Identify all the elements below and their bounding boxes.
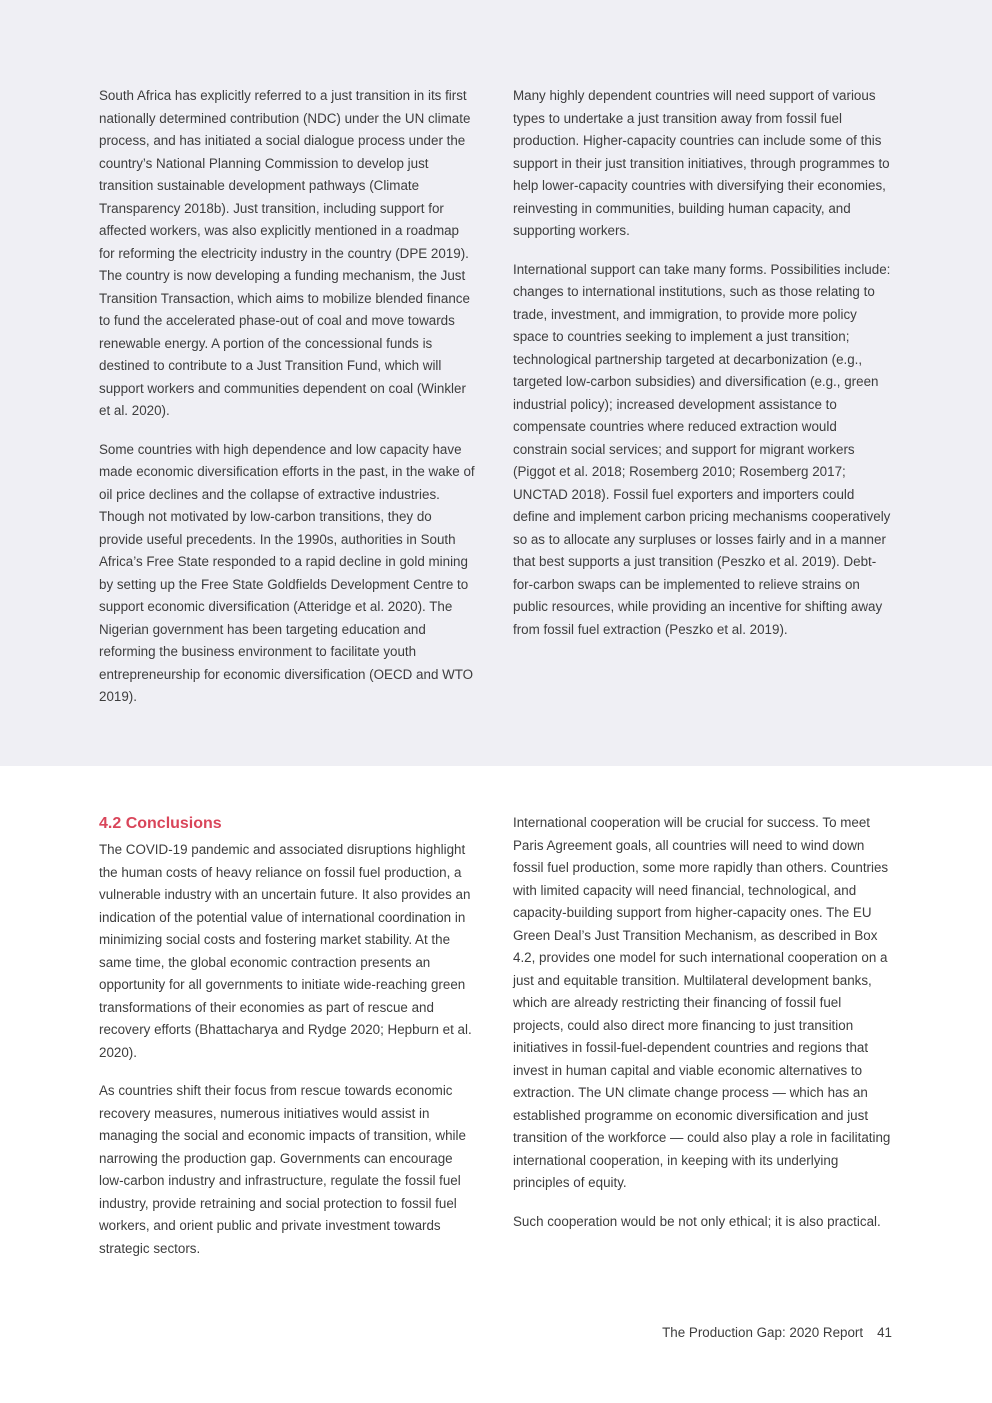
- paragraph-recovery-measures: As countries shift their focus from rescue towards economic recovery measures, numerous initiatives would assist in managing the social and economic impacts of transition, while narrowing the production gap. Governments can encourage low-carbon industry and infrastructure, regulate the fossil fuel industry, provide retraining and social protection to fossil fuel workers, and orient public and private investment towards strategic sectors.: [99, 1083, 466, 1256]
- paragraph-covid-costs: The COVID-19 pandemic and associated disruptions highlight the human costs of heavy reliance on fossil fuel production, a vulnerable industry with an uncertain future. It also provides an indication of the potential value of international coordination in minimizing social costs and fostering market stability. At the same time, the global economic contraction presents an opportunity for all governments to initiate wide-reaching green transformations of their economies as part of rescue and recovery efforts (Bhattacharya and Rydge 2020; Hepburn et al. 2020).: [99, 842, 472, 1060]
- conclusions-right-column: [513, 812, 891, 1249]
- footer-report-title: The Production Gap: 2020 Report: [662, 1325, 864, 1340]
- paragraph-cooperation-practical: Such cooperation would be not only ethical; it is also practical.: [513, 1213, 881, 1229]
- paragraph-international-cooperation: International cooperation will be crucial for success. To meet Paris Agreement goals, all countries will need to wind down fossil fuel production, some more rapidly than others. Countries with limited capacity will need financial, technological, and capacity-building support from higher-capacity ones. The EU Green Deal’s Just Transition Mechanism, as described in Box 4.2, provides one model for such international cooperation on a just and equitable transition. Multilateral development banks, which are already restricting their financing of fossil fuel projects, could also direct more financing to just transition initiatives in fossil-fuel-dependent countries and regions that invest in human capital and viable economic alternatives to extraction. The UN climate change process — which has an established programme on economic diversification and just transition of the workforce — could also play a role in facilitating international cooperation, in keeping with its underlying principles of equity.: [513, 815, 891, 1190]
- top-right-column: [513, 85, 891, 657]
- paragraph-support-needs: Many highly dependent countries will need support of various types to undertake a just transition away from fossil fuel production. Higher-capacity countries can include some of this support in their just transition initiatives, through programmes to help lower-capacity countries with diversifying their economies, reinvesting in communities, building human capacity, and supporting workers.: [513, 88, 890, 238]
- paragraph-south-africa: South Africa has explicitly referred to a just transition in its first nationally determined contribution (NDC) under the UN climate process, and has initiated a social dialogue process under the country’s National Planning Commission to develop just transition sustainable development pathways (Climate Transparency 2018b). Just transition, including support for affected workers, was also explicitly mentioned in a roadmap for reforming the electricity industry in the country (DPE 2019). The country is now developing a funding mechanism, the Just Transition Transaction, which aims to mobilize blended finance to fund the accelerated phase-out of coal and move towards renewable energy. A portion of the concessional funds is destined to contribute to a Just Transition Fund, which will support workers and communities dependent on coal (Winkler et al. 2020).: [99, 88, 471, 418]
- paragraph-international-support: International support can take many forms. Possibilities include: changes to international institutions, such as those relating to trade, investment, and immigration, to provide more policy space to countries seeking to implement a just transition; technological partnership targeted at decarbonization (e.g., targeted low-carbon subsidies) and diversification (e.g., green industrial policy); increased development assistance to compensate countries where reduced extraction would constrain social services; and support for migrant workers (Piggot et al. 2018; Rosemberg 2010; Rosemberg 2017; UNCTAD 2018). Fossil fuel exporters and importers could define and implement carbon pricing mechanisms cooperatively so as to allocate any surpluses or losses fairly and in a manner that best supports a just transition (Peszko et al. 2019). Debt-for-carbon swaps can be implemented to relieve strains on public resources, while providing an incentive for shifting away from fossil fuel extraction (Peszko et al. 2019).: [513, 261, 891, 637]
- page-footer: [662, 1322, 892, 1344]
- top-left-column: [99, 85, 477, 725]
- conclusions-left-column: [99, 812, 477, 1276]
- page-number: 41: [877, 1325, 892, 1340]
- paragraph-diversification-precedents: Some countries with high dependence and low capacity have made economic diversification efforts in the past, in the wake of oil price declines and the collapse of extractive industries. Though not motivated by low-carbon transitions, they do provide useful precedents. In the 1990s, authorities in South Africa’s Free State responded to a rapid decline in gold mining by setting up the Free State Goldfields Development Centre to support economic diversification (Atteridge et al. 2020). The Nigerian government has been targeting education and reforming the business environment to facilitate youth entrepreneurship for economic diversification (OECD and WTO 2019).: [99, 441, 475, 704]
- section-heading-conclusions: 4.2 Conclusions: [99, 815, 222, 832]
